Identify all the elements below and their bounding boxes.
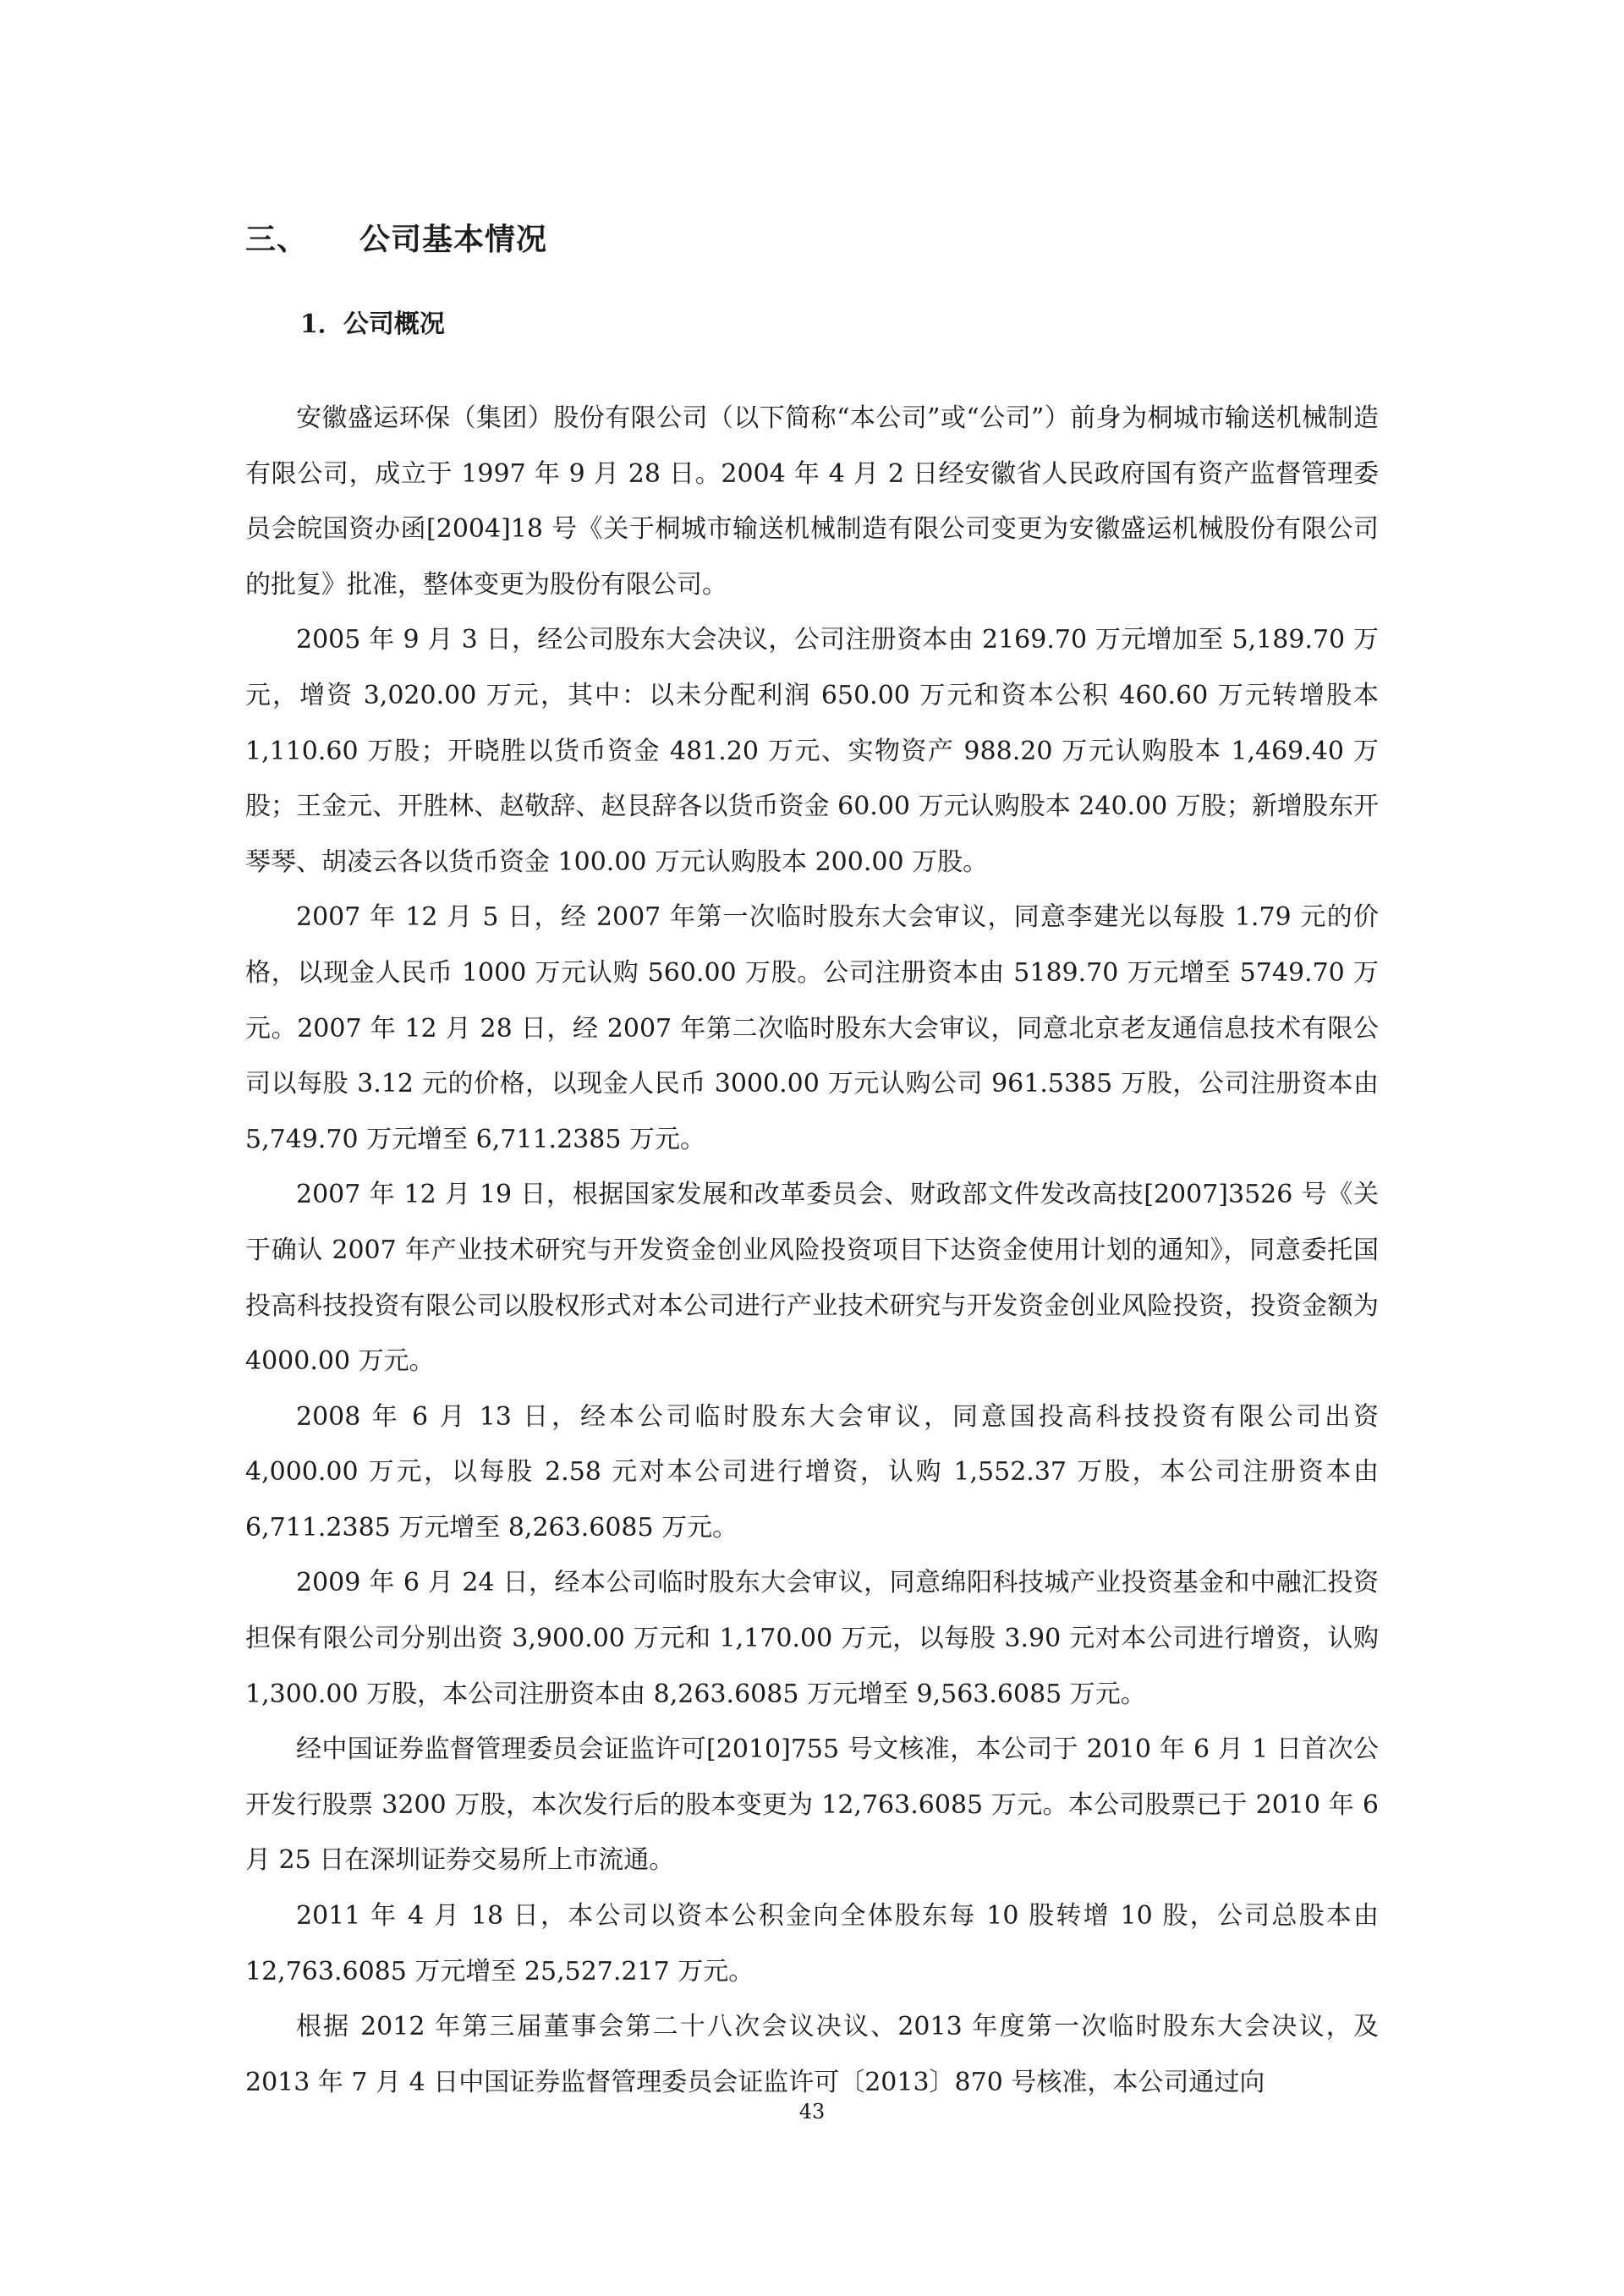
section-number: 三、 bbox=[245, 222, 309, 257]
section-heading bbox=[245, 216, 547, 259]
paragraph-2009-capital-increase: 2009 年 6 月 24 日，经本公司临时股东大会审议，同意绵阳科技城产业投资基金和中融汇投资担保有限公司分别出资 3,900.00 万元和 1,170.00 万元，以每股 3.90 元对本公司进行增资，认购 1,300.00 万股，本公司注册资本由 8,263.6085 万元增至 9,563.6085 万元。 bbox=[245, 1568, 1379, 1709]
page-number: 43 bbox=[798, 2100, 826, 2123]
paragraph-2008-capital-increase: 2008 年 6 月 13 日，经本公司临时股东大会审议，同意国投高科技投资有限公司出资 4,000.00 万元，以每股 2.58 元对本公司进行增资，认购 1,552.37 万股，本公司注册资本由 6,711.2385 万元增至 8,263.6085 万元。 bbox=[245, 1401, 1379, 1543]
paragraph-company-origin: 安徽盛运环保（集团）股份有限公司（以下简称“本公司”或“公司”）前身为桐城市输送机械制造有限公司，成立于 1997 年 9 月 28 日。2004 年 4 月 2 日经安徽省人民政府国有资产监督管理委员会皖国资办函[2004]18 号《关于桐城市输送机械制造有限公司变更为安徽盛运机械股份有限公司的批复》批准，整体变更为股份有限公司。 bbox=[245, 403, 1379, 600]
body-text bbox=[245, 391, 1379, 2110]
paragraph-2007-venture-investment: 2007 年 12 月 19 日，根据国家发展和改革委员会、财政部文件发改高技[2007]3526 号《关于确认 2007 年产业技术研究与开发资金创业风险投资项目下达资金使用计划的通知》，同意委托国投高科技投资有限公司以股权形式对本公司进行产业技术研究与开发资金创业风险投资，投资金额为 4000.00 万元。 bbox=[245, 1180, 1379, 1377]
paragraph-2013-approval: 根据 2012 年第三届董事会第二十八次会议决议、2013 年度第一次临时股东大会决议，及 2013 年 7 月 4 日中国证券监督管理委员会证监许可〔2013〕870 号核准，本公司通过向 bbox=[245, 2012, 1379, 2097]
paragraph-2007-share-subscriptions: 2007 年 12 月 5 日，经 2007 年第一次临时股东大会审议，同意李建光以每股 1.79 元的价格，以现金人民币 1000 万元认购 560.00 万股。公司注册资本由 5189.70 万元增至 5749.70 万元。2007 年 12 月 28 日，经 2007 年第二次临时股东大会审议，同意北京老友通信息技术有限公司以每股 3.12 元的价格，以现金人民币 3000.00 万元认购公司 961.5385 万股，公司注册资本由 5,749.70 万元增至 6,711.2385 万元。 bbox=[245, 902, 1379, 1154]
subsection-heading: 1．公司概况 bbox=[300, 310, 445, 339]
section-title: 公司基本情况 bbox=[359, 222, 548, 257]
paragraph-2010-ipo: 经中国证券监督管理委员会证监许可[2010]755 号文核准，本公司于 2010 年 6 月 1 日首次公开发行股票 3200 万股，本次发行后的股本变更为 12,763.6085 万元。本公司股票已于 2010 年 6 月 25 日在深圳证券交易所上市流通。 bbox=[245, 1734, 1379, 1876]
paragraph-2011-share-conversion: 2011 年 4 月 18 日，本公司以资本公积金向全体股东每 10 股转增 10 股，公司总股本由 12,763.6085 万元增至 25,527.217 万元。 bbox=[245, 1901, 1379, 1986]
paragraph-2005-capital-increase: 2005 年 9 月 3 日，经公司股东大会决议，公司注册资本由 2169.70 万元增加至 5,189.70 万元，增资 3,020.00 万元，其中：以未分配利润 650.00 万元和资本公积 460.60 万元转增股本 1,110.60 万股；开晓胜以货币资金 481.20 万元、实物资产 988.20 万元认购股本 1,469.40 万股；王金元、开胜林、赵敬辞、赵艮辞各以货币资金 60.00 万元认购股本 240.00 万股；新增股东开琴琴、胡凌云各以货币资金 100.00 万元认购股本 200.00 万股。 bbox=[245, 625, 1379, 877]
